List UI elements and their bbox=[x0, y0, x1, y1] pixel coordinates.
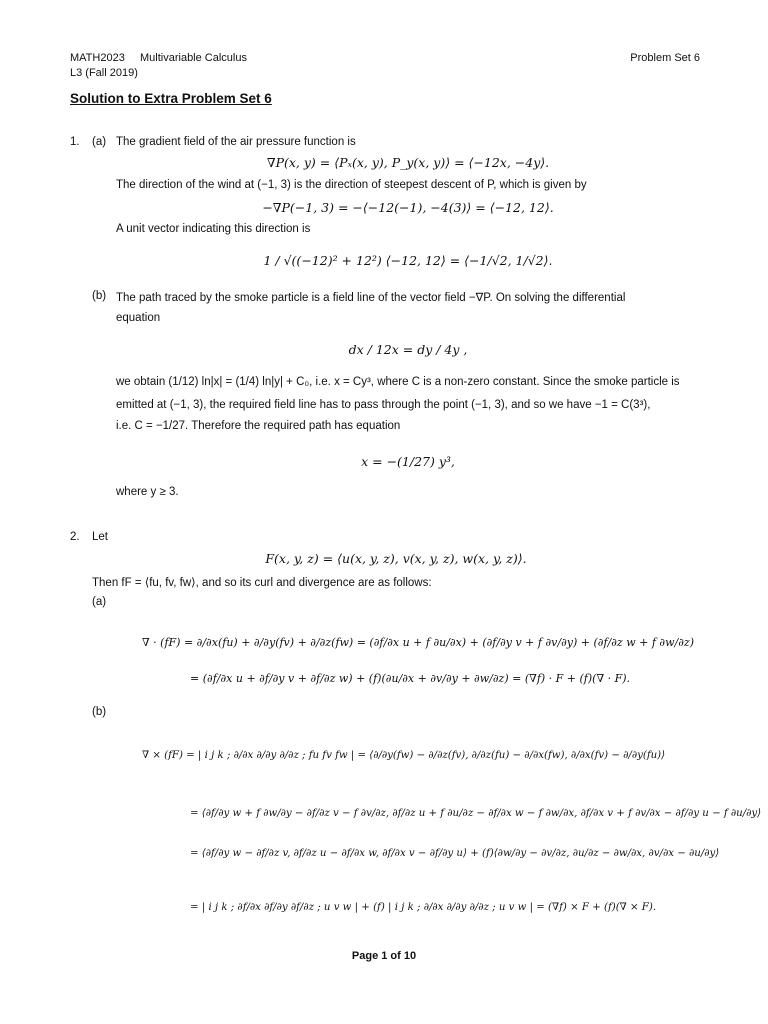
p1b-text-5: i.e. C = −1/27. Therefore the required path has equation bbox=[116, 420, 401, 432]
p1b-text-6: where y ≥ 3. bbox=[116, 486, 179, 498]
p1a-equation-unit-vector: 1 / √((−12)² + 12²) ⟨−12, 12⟩ = ⟨−1/√2, 1/√2⟩. bbox=[263, 253, 553, 268]
course-section: L3 (Fall 2019) bbox=[70, 67, 138, 79]
page-title: Solution to Extra Problem Set 6 bbox=[70, 91, 272, 106]
p2-part-b-label: (b) bbox=[92, 706, 107, 718]
p1a-text-3: A unit vector indicating this direction is bbox=[116, 223, 311, 235]
p2-divergence-line-1: ∇ · (fF) = ∂/∂x(fu) + ∂/∂y(fv) + ∂/∂z(fw) = (∂f/∂x u + f ∂u/∂x) + (∂f/∂y v + f ∂v/∂y) + (∂f/∂z w + f ∂w/∂z) bbox=[142, 636, 694, 649]
p2-then: Then fF = ⟨fu, fv, fw⟩, and so its curl and divergence are as follows: bbox=[92, 577, 432, 589]
p1b-text-4: emitted at (−1, 3), the required field line has to pass through the point (−1, 3), and so we have −1 = C(3³), bbox=[116, 399, 651, 411]
page-footer: Page 1 of 10 bbox=[351, 950, 417, 962]
p1a-equation-descent: −∇P(−1, 3) = −⟨−12(−1), −4(3)⟩ = ⟨−12, 12⟩. bbox=[262, 200, 554, 215]
p1b-text-2: equation bbox=[116, 312, 161, 324]
p2-curl-line-4: = | i j k ; ∂f/∂x ∂f/∂y ∂f/∂z ; u v w | + (f) | i j k ; ∂/∂x ∂/∂y ∂/∂z ; u v w | = (∇f) × F + (f)(∇ × F). bbox=[190, 902, 657, 913]
problem-2-number: 2. bbox=[70, 531, 80, 543]
part-a-label: (a) bbox=[92, 136, 107, 148]
p2-divergence-line-2: = (∂f/∂x u + ∂f/∂y v + ∂f/∂z w) + (f)(∂u/∂x + ∂v/∂y + ∂w/∂z) = (∇f) · F + (f)(∇ · F). bbox=[190, 672, 631, 685]
problem-1-number: 1. bbox=[70, 136, 80, 148]
p1a-equation-gradient: ∇P(x, y) = ⟨Pₓ(x, y), P_y(x, y)⟩ = ⟨−12x, −4y⟩. bbox=[266, 155, 550, 170]
p1b-text-3: we obtain (1/12) ln|x| = (1/4) ln|y| + C₀, i.e. x = Cy³, where C is a non-zero constant. Since the smoke particle is bbox=[116, 376, 680, 388]
p2-equation-F: F(x, y, z) = ⟨u(x, y, z), v(x, y, z), w(x, y, z)⟩. bbox=[265, 551, 527, 566]
problem-set-label: Problem Set 6 bbox=[630, 52, 700, 64]
part-b-label: (b) bbox=[92, 290, 107, 302]
p1b-text-1: The path traced by the smoke particle is a field line of the vector field −∇P. On solving the differential bbox=[116, 292, 626, 304]
p1a-text-1: The gradient field of the air pressure function is bbox=[116, 136, 356, 148]
p2-curl-line-1: ∇ × (fF) = | i j k ; ∂/∂x ∂/∂y ∂/∂z ; fu fv fw | = ⟨∂/∂y(fw) − ∂/∂z(fv), ∂/∂z(fu) − ∂/∂x(fw), ∂/∂x(fv) − ∂/∂y(fu)⟩ bbox=[142, 750, 666, 761]
p2-curl-line-2: = ⟨∂f/∂y w + f ∂w/∂y − ∂f/∂z v − f ∂v/∂z, ∂f/∂z u + f ∂u/∂z − ∂f/∂x w − f ∂w/∂x, ∂f/∂x v + f ∂v/∂x − ∂f/∂y u − f ∂u/∂y⟩ bbox=[190, 808, 762, 819]
p1b-equation-differential: dx / 12x = dy / 4y , bbox=[348, 342, 468, 357]
p2-curl-line-3: = ⟨∂f/∂y w − ∂f/∂z v, ∂f/∂z u − ∂f/∂x w, ∂f/∂x v − ∂f/∂y u⟩ + (f)⟨∂w/∂y − ∂v/∂z, ∂u/∂z − ∂w/∂x, ∂v/∂x − ∂u/∂y⟩ bbox=[190, 848, 720, 859]
course-code: MATH2023 bbox=[70, 52, 125, 64]
p2-let: Let bbox=[92, 531, 108, 543]
p2-part-a-label: (a) bbox=[92, 596, 107, 608]
course-name: Multivariable Calculus bbox=[140, 52, 247, 64]
p1b-equation-path: x = −(1/27) y³, bbox=[361, 454, 455, 469]
p1a-text-2: The direction of the wind at (−1, 3) is the direction of steepest descent of P, which is given by bbox=[116, 179, 587, 191]
